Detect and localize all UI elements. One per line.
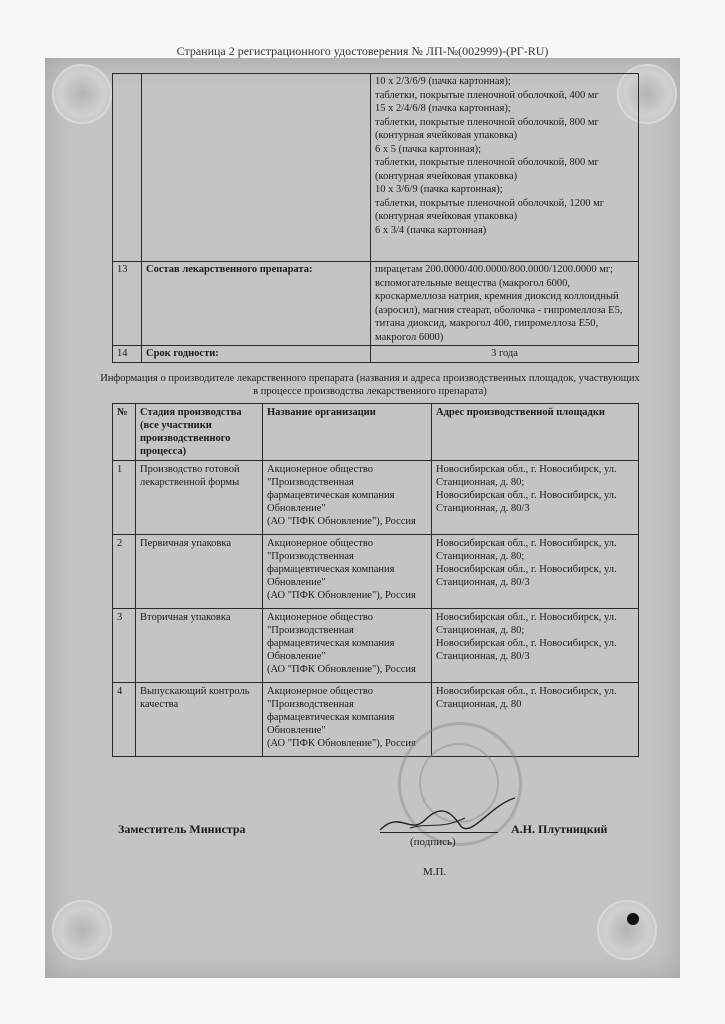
- page-header: Страница 2 регистрационного удостоверения № ЛП-№(002999)-(РГ-RU): [176, 44, 549, 58]
- packaging-line: таблетки, покрытые пленочной оболочкой, 1200 мг: [375, 197, 605, 209]
- packaging-line: таблетки, покрытые пленочной оболочкой, 800 мг: [375, 116, 599, 128]
- address-line: Новосибирская обл., г. Новосибирск, ул. Станционная, д. 80;: [436, 464, 617, 488]
- org-cell: [263, 609, 432, 683]
- stage-cell: Производство готовой лекарственной формы: [136, 461, 263, 535]
- org-line: Акционерное общество: [267, 464, 373, 475]
- signatory-name: А.Н. Плутницкий: [511, 822, 608, 836]
- corner-ornament-icon: [597, 900, 657, 960]
- packaging-line: 15 х 2/4/6/8 (пачка картонная);: [375, 103, 511, 114]
- org-line: (АО "ПФК Обновление"), Россия: [267, 590, 416, 601]
- col-header-address: Адрес производственной площадки: [432, 404, 639, 461]
- row-number: 14: [113, 346, 142, 363]
- table-header-row: [113, 404, 639, 461]
- row-label: [142, 74, 371, 262]
- stage-cell: Выпускающий контроль качества: [136, 683, 263, 757]
- packaging-line: таблетки, покрытые пленочной оболочкой, 400 мг: [375, 89, 599, 101]
- packaging-line: таблетки, покрытые пленочной оболочкой, 800 мг: [375, 157, 599, 168]
- row-number: 3: [113, 609, 136, 683]
- corner-ornament-icon: [52, 64, 112, 124]
- org-line: Акционерное общество: [267, 538, 373, 549]
- packaging-line: 6 х 5 (пачка картонная);: [375, 143, 482, 155]
- packaging-line: 10 х 3/6/9 (пачка картонная);: [375, 184, 503, 195]
- packaging-line: 6 х 3/4 (пачка картонная): [375, 224, 487, 236]
- table-row: [113, 535, 639, 609]
- stamp-place-label: М.П.: [423, 866, 447, 878]
- shelf-life-value: 3 года: [371, 346, 639, 363]
- punch-hole-icon: [627, 913, 639, 925]
- row-number: 4: [113, 683, 136, 757]
- org-line: "Производственная фармацевтическая компания Обновление": [267, 477, 395, 514]
- address-cell: [432, 535, 639, 609]
- org-line: "Производственная фармацевтическая компания Обновление": [267, 625, 395, 662]
- org-cell: [263, 461, 432, 535]
- packaging-line: (контурная ячейковая упаковка): [375, 170, 518, 182]
- col-header-stage: Стадия производства (все участники производственного процесса): [136, 404, 263, 461]
- org-line: (АО "ПФК Обновление"), Россия: [267, 664, 416, 675]
- shelf-life-label: Срок годности:: [142, 346, 371, 363]
- table-row: [113, 461, 639, 535]
- row-number: [113, 74, 142, 262]
- address-cell: [432, 609, 639, 683]
- org-line: "Производственная фармацевтическая компания Обновление": [267, 551, 395, 588]
- corner-ornament-icon: [52, 900, 112, 960]
- row-number: 1: [113, 461, 136, 535]
- composition-value: пирацетам 200.0000/400.0000/800.0000/1200.0000 мг; вспомогательные вещества (макрогол 6000, кроскармеллоза натрия, кремния диоксид коллоидный (аэросил), магния стеарат, оболочка - гипромеллоза Е5, титана диоксид, макрогол 400, гипромеллоза Е50, макрогол 6000): [371, 262, 639, 346]
- address-line: Новосибирская обл., г. Новосибирск, ул. Станционная, д. 80;: [436, 538, 617, 562]
- address-line: Новосибирская обл., г. Новосибирск, ул. Станционная, д. 80/3: [436, 490, 617, 514]
- table-row: [113, 346, 639, 363]
- table-row: [113, 262, 639, 346]
- org-cell: [263, 535, 432, 609]
- address-line: Новосибирская обл., г. Новосибирск, ул. Станционная, д. 80/3: [436, 564, 617, 588]
- col-header-num: №: [113, 404, 136, 461]
- manufacturer-info-title: Информация о производителе лекарственного препарата (названия и адреса производственных площадок, участвующих в процессе производства лекарственного препарата): [100, 373, 640, 397]
- packaging-line: (контурная ячейковая упаковка): [375, 130, 518, 141]
- composition-label: Состав лекарственного препарата:: [142, 262, 371, 346]
- address-cell: [432, 461, 639, 535]
- table-row: [113, 609, 639, 683]
- org-line: (АО "ПФК Обновление"), Россия: [267, 738, 416, 749]
- address-line: Новосибирская обл., г. Новосибирск, ул. Станционная, д. 80;: [436, 612, 617, 636]
- drug-properties-table: [112, 73, 639, 363]
- stage-cell: Первичная упаковка: [136, 535, 263, 609]
- org-line: Акционерное общество: [267, 612, 373, 623]
- org-line: Акционерное общество: [267, 686, 373, 697]
- org-line: "Производственная фармацевтическая компания Обновление": [267, 699, 395, 736]
- stage-cell: Вторичная упаковка: [136, 609, 263, 683]
- packaging-line: 10 х 2/3/6/9 (пачка картонная);: [375, 76, 511, 87]
- packaging-line: (контурная ячейковая упаковка): [375, 211, 518, 222]
- table-row: [113, 74, 639, 262]
- col-header-org: Название организации: [263, 404, 432, 461]
- address-line: Новосибирская обл., г. Новосибирск, ул. Станционная, д. 80: [436, 686, 617, 710]
- signature-line: [380, 832, 498, 833]
- table-row: [113, 683, 639, 757]
- signatory-title: Заместитель Министра: [118, 822, 246, 836]
- signature-caption: (подпись): [410, 836, 456, 848]
- packaging-cell: [371, 74, 639, 262]
- org-cell: [263, 683, 432, 757]
- org-line: (АО "ПФК Обновление"), Россия: [267, 516, 416, 527]
- row-number: 2: [113, 535, 136, 609]
- address-line: Новосибирская обл., г. Новосибирск, ул. Станционная, д. 80/3: [436, 638, 617, 662]
- manufacturer-table: [112, 403, 639, 757]
- row-number: 13: [113, 262, 142, 346]
